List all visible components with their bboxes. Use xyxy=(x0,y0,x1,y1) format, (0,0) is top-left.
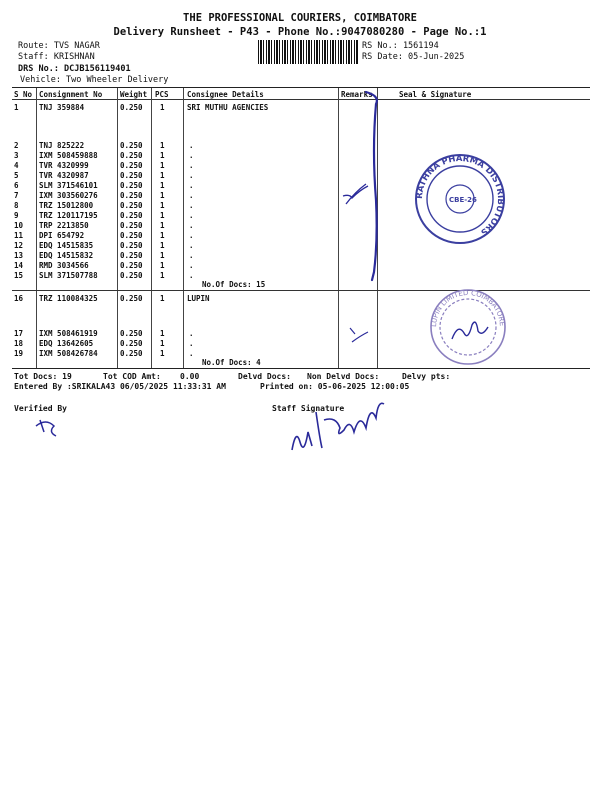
lupin-stamp-icon xyxy=(430,289,506,364)
col-consignee: Consignee Details xyxy=(187,90,264,99)
col-divider xyxy=(151,88,152,368)
row-sno: 12 xyxy=(14,241,24,250)
row-sno: 11 xyxy=(14,231,24,240)
row-weight: 0.250 xyxy=(120,261,143,270)
row-sno: 4 xyxy=(14,161,19,170)
stamp1-center-text: CBE-26 xyxy=(449,196,477,204)
delivery-points: Delvy pts: xyxy=(402,372,451,381)
row-consignment: TRZ 120117195 xyxy=(39,211,98,220)
col-divider xyxy=(117,88,118,368)
svg-text:LUPIN LIMITED COIMBATORE xyxy=(430,289,506,327)
row-weight: 0.250 xyxy=(120,271,143,280)
row-consignment: EDQ 14515832 xyxy=(39,251,94,260)
row-sno: 3 xyxy=(14,151,19,160)
row-weight: 0.250 xyxy=(120,251,143,260)
col-consignment: Consignment No xyxy=(39,90,103,99)
vehicle-label: Vehicle: Two Wheeler Delivery xyxy=(20,75,169,85)
stamp2-signature-mark xyxy=(452,322,488,339)
row-consignee-dot: . xyxy=(189,201,194,210)
entered-by: Entered By :SRIKALA43 06/05/2025 11:33:31 AM xyxy=(14,382,226,391)
pharma-stamp-icon xyxy=(415,154,505,243)
svg-text:RATHNA PHARMA DISTRIBUTORS xyxy=(415,154,505,237)
row-pcs: 1 xyxy=(160,339,165,348)
row-pcs: 1 xyxy=(160,103,165,112)
table-top-border xyxy=(12,87,590,88)
row-pcs: 1 xyxy=(160,261,165,270)
row-weight: 0.250 xyxy=(120,339,143,348)
non-delivered-docs: Non Delvd Docs: xyxy=(307,372,380,381)
row-consignee-dot: . xyxy=(189,241,194,250)
no-of-docs: No.Of Docs: 15 xyxy=(202,280,266,289)
delivered-docs: Delvd Docs: xyxy=(238,372,291,381)
remarks-tick-2 xyxy=(350,328,368,342)
no-of-docs: No.Of Docs: 4 xyxy=(202,358,261,367)
row-sno: 19 xyxy=(14,349,24,358)
row-consignee-dot: . xyxy=(189,339,194,348)
row-sno: 7 xyxy=(14,191,19,200)
row-pcs: 1 xyxy=(160,141,165,150)
row-sno: 2 xyxy=(14,141,19,150)
row-consignee-dot: . xyxy=(189,211,194,220)
row-sno: 9 xyxy=(14,211,19,220)
remarks-tick-1 xyxy=(343,184,368,204)
row-pcs: 1 xyxy=(160,201,165,210)
table-bottom-border xyxy=(12,368,590,369)
route-label: Route: TVS NAGAR xyxy=(18,41,100,51)
verified-by-label: Verified By xyxy=(14,404,67,413)
row-consignee-dot: . xyxy=(189,141,194,150)
row-sno: 14 xyxy=(14,261,24,270)
row-sno: 13 xyxy=(14,251,24,260)
row-consignment: EDQ 13642605 xyxy=(39,339,94,348)
col-pcs: PCS xyxy=(155,90,169,99)
row-consignment: TNJ 359884 xyxy=(39,103,85,112)
row-weight: 0.250 xyxy=(120,103,143,112)
runsheet-subtitle: Delivery Runsheet - P43 - Phone No.:9047080280 - Page No.:1 xyxy=(113,26,487,38)
row-consignment: TVR 4320987 xyxy=(39,171,89,180)
col-divider xyxy=(338,88,339,368)
row-weight: 0.250 xyxy=(120,161,143,170)
total-cod-label: Tot COD Amt: xyxy=(103,372,161,381)
row-weight: 0.250 xyxy=(120,191,143,200)
row-pcs: 1 xyxy=(160,251,165,260)
row-consignee-dot: . xyxy=(189,151,194,160)
row-consignee-dot: . xyxy=(189,261,194,270)
row-pcs: 1 xyxy=(160,211,165,220)
row-pcs: 1 xyxy=(160,231,165,240)
row-pcs: 1 xyxy=(160,161,165,170)
col-sno: S No xyxy=(14,90,33,99)
printed-on: Printed on: 05-06-2025 12:00:05 xyxy=(260,382,410,391)
row-sno: 10 xyxy=(14,221,24,230)
stamp2-ring-text: LUPIN LIMITED COIMBATORE xyxy=(429,288,507,328)
row-consignee-dot: . xyxy=(189,171,194,180)
rs-number: RS No.: 1561194 xyxy=(362,41,439,51)
row-weight: 0.250 xyxy=(120,201,143,210)
row-consignment: DPI 654792 xyxy=(39,231,85,240)
row-consignee-dot: . xyxy=(189,231,194,240)
col-divider xyxy=(36,88,37,368)
row-consignment: RMD 3034566 xyxy=(39,261,89,270)
row-consignee-dot: . xyxy=(189,329,194,338)
row-sno: 1 xyxy=(14,103,19,112)
consignee-name: SRI MUTHU AGENCIES xyxy=(187,103,269,112)
col-seal: Seal & Signature xyxy=(399,90,472,99)
row-weight: 0.250 xyxy=(120,151,143,160)
row-consignment: TRP 2213850 xyxy=(39,221,89,230)
consignee-name: LUPIN xyxy=(187,294,210,303)
row-consignment: IXM 508461919 xyxy=(39,329,98,338)
row-sno: 15 xyxy=(14,271,24,280)
row-sno: 6 xyxy=(14,181,19,190)
row-consignment: SLM 371546101 xyxy=(39,181,98,190)
row-weight: 0.250 xyxy=(120,181,143,190)
row-consignment: IXM 508459888 xyxy=(39,151,98,160)
row-pcs: 1 xyxy=(160,294,165,303)
row-consignee-dot: . xyxy=(189,251,194,260)
row-consignee-dot: . xyxy=(189,349,194,358)
row-consignment: TRZ 110084325 xyxy=(39,294,98,303)
row-consignee-dot: . xyxy=(189,221,194,230)
barcode xyxy=(258,40,358,64)
row-pcs: 1 xyxy=(160,151,165,160)
row-weight: 0.250 xyxy=(120,241,143,250)
row-pcs: 1 xyxy=(160,181,165,190)
row-weight: 0.250 xyxy=(120,221,143,230)
row-consignment: SLM 371507788 xyxy=(39,271,98,280)
row-sno: 5 xyxy=(14,171,19,180)
row-weight: 0.250 xyxy=(120,211,143,220)
row-sno: 16 xyxy=(14,294,24,303)
remarks-bracket-mark xyxy=(366,92,377,280)
row-weight: 0.250 xyxy=(120,349,143,358)
staff-label: Staff: KRISHNAN xyxy=(18,52,95,62)
row-consignment: TRZ 15012800 xyxy=(39,201,94,210)
total-docs: Tot Docs: 19 xyxy=(14,372,72,381)
row-consignment: EDQ 14515835 xyxy=(39,241,94,250)
row-consignee-dot: . xyxy=(189,161,194,170)
row-consignment: TVR 4320999 xyxy=(39,161,89,170)
col-remarks: Remarks xyxy=(341,90,373,99)
row-pcs: 1 xyxy=(160,349,165,358)
company-title: THE PROFESSIONAL COURIERS, COIMBATORE xyxy=(183,12,417,24)
drs-number: DRS No.: DCJB156119401 xyxy=(18,64,131,74)
row-pcs: 1 xyxy=(160,271,165,280)
row-sno: 17 xyxy=(14,329,24,338)
table-header-border xyxy=(12,99,590,100)
row-consignee-dot: . xyxy=(189,181,194,190)
staff-signature-label: Staff Signature xyxy=(272,404,345,413)
row-pcs: 1 xyxy=(160,221,165,230)
total-cod-value: 0.00 xyxy=(180,372,200,381)
stamp1-ring-text: RATHNA PHARMA DISTRIBUTORS xyxy=(414,153,506,237)
row-consignee-dot: . xyxy=(189,271,194,280)
row-weight: 0.250 xyxy=(120,141,143,150)
row-pcs: 1 xyxy=(160,171,165,180)
group-separator xyxy=(12,290,590,291)
row-pcs: 1 xyxy=(160,329,165,338)
row-sno: 8 xyxy=(14,201,19,210)
row-weight: 0.250 xyxy=(120,171,143,180)
row-sno: 18 xyxy=(14,339,24,348)
row-weight: 0.250 xyxy=(120,231,143,240)
row-consignee-dot: . xyxy=(189,191,194,200)
verified-signature-mark xyxy=(36,420,56,436)
row-weight: 0.250 xyxy=(120,294,143,303)
row-weight: 0.250 xyxy=(120,329,143,338)
row-consignment: IXM 303560276 xyxy=(39,191,98,200)
row-pcs: 1 xyxy=(160,241,165,250)
row-consignment: IXM 508426784 xyxy=(39,349,98,358)
col-weight: Weight xyxy=(120,90,148,99)
col-divider xyxy=(377,88,378,368)
col-divider xyxy=(183,88,184,368)
rs-date: RS Date: 05-Jun-2025 xyxy=(362,52,465,62)
row-pcs: 1 xyxy=(160,191,165,200)
row-consignment: TNJ 825222 xyxy=(39,141,85,150)
